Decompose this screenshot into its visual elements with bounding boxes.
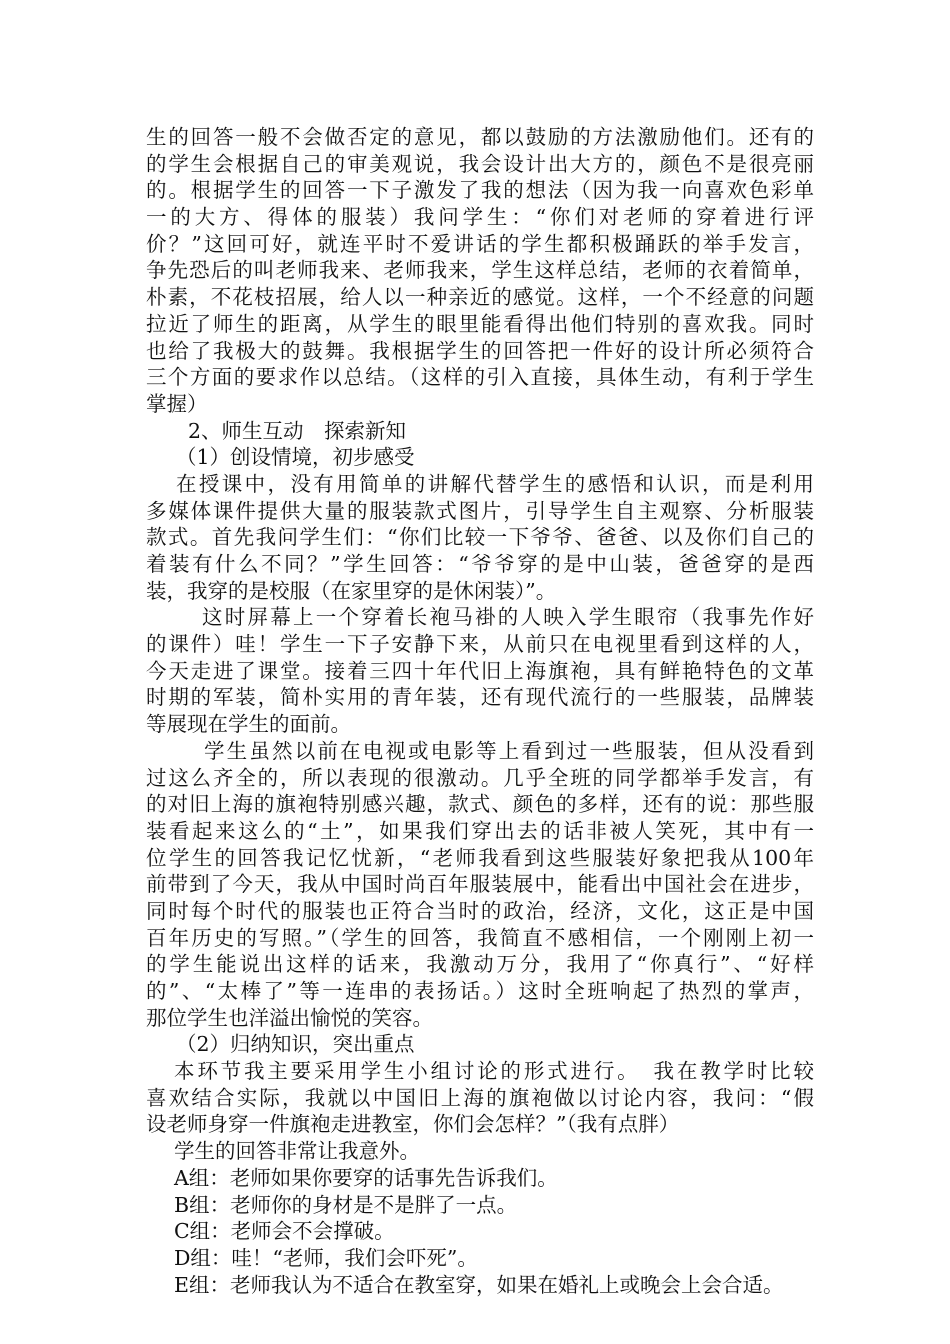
text-line: B组：老师你的身材是不是胖了一点。 xyxy=(174,1192,518,1217)
text-line: 的对旧上海的旗袍特别感兴趣，款式、颜色的多样，还有的说：那些服 xyxy=(146,792,814,817)
text-line: （1）创设情境，初步感受 xyxy=(176,445,415,470)
text-line: 装，我穿的是校服（在家里穿的是休闲装）”。 xyxy=(146,578,557,603)
text-line: 价？”这回可好，就连平时不爱讲话的学生都积极踊跃的举手发言， xyxy=(146,231,814,256)
text-line: 拉近了师生的距离，从学生的眼里能看得出他们特别的喜欢我。同时 xyxy=(146,311,814,336)
text-line: 今天走进了课堂。接着三四十年代旧上海旗袍，具有鲜艳特色的文革 xyxy=(146,658,814,683)
text-line: 三个方面的要求作以总结。（这样的引入直接，具体生动，有利于学生 xyxy=(146,365,814,390)
text-line: A组：老师如果你要穿的话事先告诉我们。 xyxy=(174,1165,558,1190)
text-line: 喜欢结合实际，我就以中国旧上海的旗袍做以讨论内容，我问：“假 xyxy=(146,1085,814,1110)
text-line: 的学生能说出这样的话来，我激动万分，我用了“你真行”、“好样 xyxy=(146,952,814,977)
text-line: 生的回答一般不会做否定的意见，都以鼓励的方法激励他们。还有的 xyxy=(146,125,814,149)
text-line: 着装有什么不同？”学生回答：“爷爷穿的是中山装，爸爸穿的是西 xyxy=(146,552,814,576)
text-line: 本环节我主要采用学生小组讨论的形式进行。 我在教学时比较 xyxy=(174,1059,814,1084)
text-line: 等展现在学生的面前。 xyxy=(146,712,351,737)
text-line: 这时屏幕上一个穿着长袍马褂的人映入学生眼帘（我事先作好 xyxy=(202,605,814,630)
text-line: 百年历史的写照。”（学生的回答，我简直不感相信，一个刚刚上初一 xyxy=(146,925,814,950)
text-line: 在授课中，没有用简单的讲解代替学生的感悟和认识，而是利用 xyxy=(176,471,814,496)
text-line: 的。根据学生的回答一下子激发了我的想法（因为我一向喜欢色彩单 xyxy=(146,178,814,203)
text-line: 设老师身穿一件旗袍走进教室，你们会怎样？”（我有点胖） xyxy=(146,1112,680,1137)
text-line: 一的大方、得体的服装）我问学生：“你们对老师的穿着进行评 xyxy=(146,205,814,230)
text-line: 那位学生也洋溢出愉悦的笑容。 xyxy=(146,1005,433,1030)
text-line: 的课件）哇！学生一下子安静下来，从前只在电视里看到这样的人， xyxy=(146,632,814,657)
text-line: 学生的回答非常让我意外。 xyxy=(174,1139,420,1164)
document-body xyxy=(146,124,814,1298)
text-line: 也给了我极大的鼓舞。我根据学生的回答把一件好的设计所必须符合 xyxy=(146,338,814,363)
text-line: 学生虽然以前在电视或电影等上看到过一些服装，但从没看到 xyxy=(204,738,814,763)
text-line: 款式。首先我问学生们：“你们比较一下爷爷、爸爸、以及你们自己的 xyxy=(146,525,814,550)
text-line: 2、师生互动 探索新知 xyxy=(188,418,407,443)
text-line: 朴素，不花枝招展，给人以一种亲近的感觉。这样，一个不经意的问题 xyxy=(146,285,814,310)
text-line: 争先恐后的叫老师我来、老师我来，学生这样总结，老师的衣着简单， xyxy=(146,258,814,283)
text-line: E组：老师我认为不适合在教室穿，如果在婚礼上或晚会上会合适。 xyxy=(174,1272,784,1297)
text-line: 的”、“太棒了”等一连串的表扬话。）这时全班响起了热烈的掌声， xyxy=(146,979,814,1003)
text-line: 前带到了今天，我从中国时尚百年服装展中，能看出中国社会在进步， xyxy=(146,872,814,897)
text-line: 掌握） xyxy=(146,391,208,416)
text-line: C组：老师会不会撑破。 xyxy=(174,1219,395,1244)
text-line: 同时每个时代的服装也正符合当时的政治，经济，文化，这正是中国 xyxy=(146,898,814,923)
text-line: 多媒体课件提供大量的服装款式图片，引导学生自主观察、分析服装 xyxy=(146,498,814,523)
text-line: 装看起来这么的“土”，如果我们穿出去的话非被人笑死，其中有一 xyxy=(146,818,814,843)
text-line: （2）归纳知识，突出重点 xyxy=(176,1032,415,1057)
text-line: 过这么齐全的，所以表现的很激动。几乎全班的同学都举手发言，有 xyxy=(146,765,814,790)
text-line: 位学生的回答我记忆忧新，“老师我看到这些服装好象把我从100年 xyxy=(146,845,814,870)
text-line: 的学生会根据自己的审美观说，我会设计出大方的，颜色不是很亮丽 xyxy=(146,151,814,176)
text-line: D组：哇！“老师，我们会吓死”。 xyxy=(174,1245,478,1270)
text-line: 时期的军装，简朴实用的青年装，还有现代流行的一些服装，品牌装 xyxy=(146,685,814,710)
